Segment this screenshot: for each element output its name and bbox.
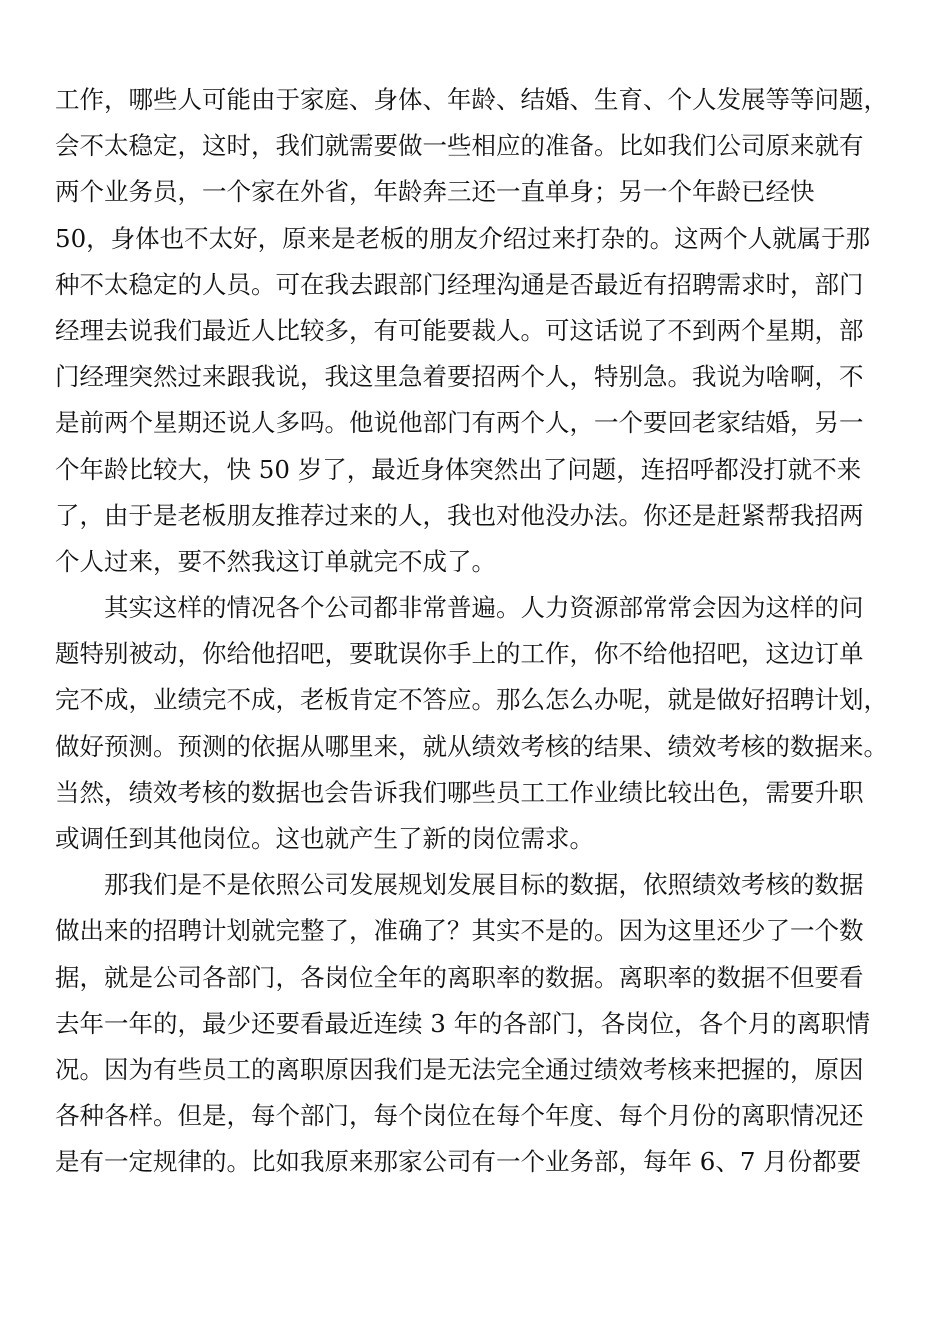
text-line: 了，由于是老板朋友推荐过来的人，我也对他没办法。你还是赶紧帮我招两 — [55, 500, 864, 530]
text-line: 门经理突然过来跟我说，我这里急着要招两个人，特别急。我说为啥啊，不 — [55, 362, 864, 392]
text-line: 是前两个星期还说人多吗。他说他部门有两个人，一个要回老家结婚，另一 — [55, 408, 864, 438]
text-line: 况。因为有些员工的离职原因我们是无法完全通过绩效考核来把握的，原因 — [55, 1054, 864, 1084]
text-line: 种不太稳定的人员。可在我去跟部门经理沟通是否最近有招聘需求时，部门 — [55, 269, 864, 299]
text-line: 去年一年的，最少还要看最近连续 3 年的各部门，各岗位，各个月的离职情 — [55, 1008, 871, 1038]
text-line: 据，就是公司各部门，各岗位全年的离职率的数据。离职率的数据不但要看 — [55, 962, 864, 992]
text-line: 做出来的招聘计划就完整了，准确了？其实不是的。因为这里还少了一个数 — [55, 916, 864, 946]
paragraph-start-line: 那我们是不是依照公司发展规划发展目标的数据，依照绩效考核的数据 — [55, 870, 864, 900]
text-line: 当然，绩效考核的数据也会告诉我们哪些员工工作业绩比较出色，需要升职 — [55, 777, 864, 807]
text-line: 是有一定规律的。比如我原来那家公司有一个业务部，每年 6、7 月份都要 — [55, 1147, 862, 1177]
text-line: 各种各样。但是，每个部门，每个岗位在每个年度、每个月份的离职情况还 — [55, 1101, 864, 1131]
body-text — [55, 77, 905, 1186]
text-line: 完不成，业绩完不成，老板肯定不答应。那么怎么办呢，就是做好招聘计划， — [55, 685, 888, 715]
text-line: 会不太稳定，这时，我们就需要做一些相应的准备。比如我们公司原来就有 — [55, 131, 864, 161]
paragraph-start-line: 其实这样的情况各个公司都非常普遍。人力资源部常常会因为这样的问 — [55, 593, 864, 623]
text-line: 经理去说我们最近人比较多，有可能要裁人。可这话说了不到两个星期，部 — [55, 315, 864, 345]
text-line: 或调任到其他岗位。这也就产生了新的岗位需求。 — [55, 824, 594, 853]
text-line: 个年龄比较大，快 50 岁了，最近身体突然出了问题，连招呼都没打就不来 — [55, 454, 862, 484]
text-line: 题特别被动，你给他招吧，要耽误你手上的工作，你不给他招吧，这边订单 — [55, 639, 864, 669]
text-line: 50，身体也不太好，原来是老板的朋友介绍过来打杂的。这两个人就属于那 — [55, 223, 871, 253]
text-line: 两个业务员，一个家在外省，年龄奔三还一直单身；另一个年龄已经快 — [55, 177, 815, 207]
text-line: 个人过来，要不然我这订单就完不成了。 — [55, 546, 496, 576]
text-line: 工作，哪些人可能由于家庭、身体、年龄、结婚、生育、个人发展等等问题， — [55, 85, 888, 114]
text-line: 做好预测。预测的依据从哪里来，就从绩效考核的结果、绩效考核的数据来。 — [55, 731, 888, 761]
